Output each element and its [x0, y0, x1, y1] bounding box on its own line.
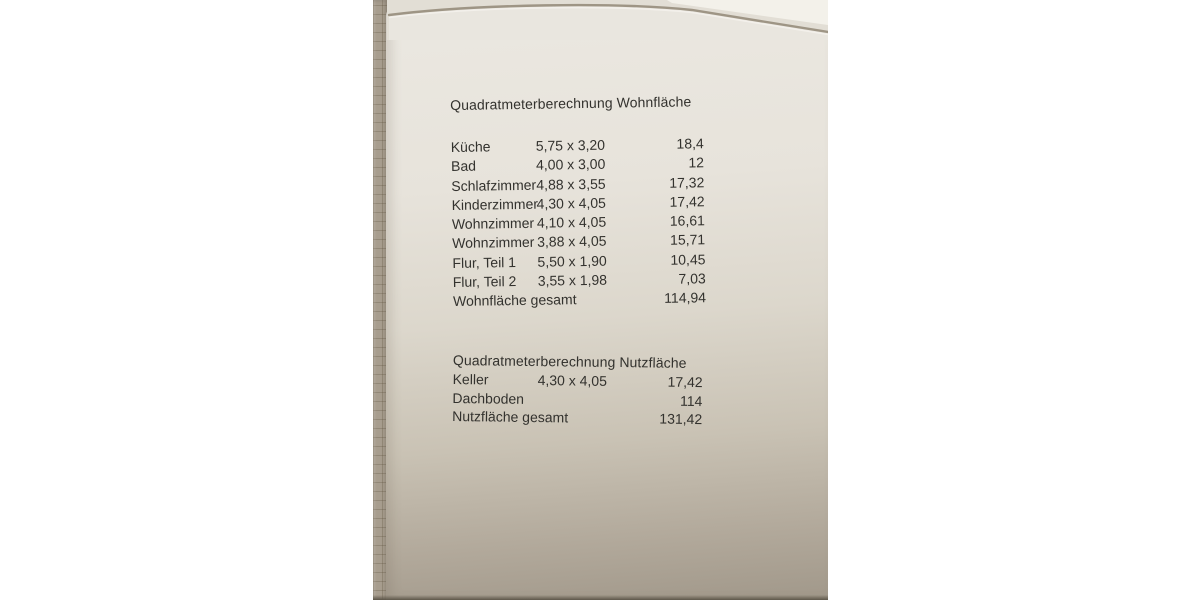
room-area: 17,42: [667, 373, 703, 391]
paper-top-edge-shading: [387, 0, 828, 40]
room-name: Keller: [452, 370, 489, 388]
room-dimensions: 4,30 x 4,05: [536, 194, 606, 212]
total-area: 131,42: [659, 410, 703, 428]
total-label: Nutzfläche gesamt: [452, 408, 569, 426]
room-dimensions: 4,10 x 4,05: [536, 213, 607, 231]
table-row-total: [452, 407, 702, 429]
room-area: 16,61: [669, 212, 705, 229]
room-name: Flur, Teil 2: [452, 273, 517, 291]
room-area: 17,32: [669, 173, 705, 191]
room-dimensions: 5,50 x 1,90: [537, 252, 607, 270]
room-dimensions: [538, 290, 643, 311]
room-name: Wohnzimmer: [452, 234, 535, 252]
nutzflaeche-section: [452, 351, 703, 429]
photo-of-document: [373, 0, 828, 600]
room-dimensions: 3,88 x 4,05: [537, 233, 607, 251]
room-name: Schlafzimmer: [451, 176, 537, 194]
room-area: 15,71: [669, 231, 706, 249]
table-edge-shadow: [373, 595, 828, 600]
total-label: Wohnfläche gesamt: [452, 291, 577, 310]
room-area: 7,03: [678, 270, 706, 287]
room-name: Dachboden: [452, 389, 525, 407]
room-dimensions: 5,75 x 3,20: [535, 136, 606, 154]
room-area: 18,4: [676, 135, 704, 152]
room-area: 17,42: [669, 193, 705, 210]
paper-top-edge: [387, 0, 828, 40]
wohnflaeche-section: [450, 92, 706, 311]
room-area: 10,45: [670, 251, 706, 268]
room-dimensions: 4,00 x 3,00: [535, 156, 606, 174]
room-name: Wohnzimmer: [451, 214, 535, 233]
room-name: Bad: [450, 157, 477, 175]
wohnflaeche-title: Quadratmeterberechnung Wohnfläche: [450, 93, 692, 113]
room-dimensions: [537, 390, 642, 410]
room-name: Flur, Teil 1: [452, 253, 517, 271]
room-name: Kinderzimmer: [451, 195, 539, 213]
table-row-total: [453, 289, 706, 312]
nutzflaeche-title: Quadratmeterberechnung Nutzfläche: [452, 351, 687, 371]
room-dimensions: [537, 408, 642, 428]
nutzflaeche-table: [452, 370, 703, 429]
room-area: 114: [679, 392, 703, 409]
room-area: 12: [688, 154, 705, 171]
wohnflaeche-table: [451, 134, 707, 311]
room-dimensions: 4,30 x 4,05: [537, 372, 608, 389]
total-area: 114,94: [664, 289, 707, 307]
room-dimensions: 4,88 x 3,55: [536, 175, 606, 193]
room-name: Küche: [450, 138, 491, 155]
room-dimensions: 3,55 x 1,98: [537, 271, 608, 289]
